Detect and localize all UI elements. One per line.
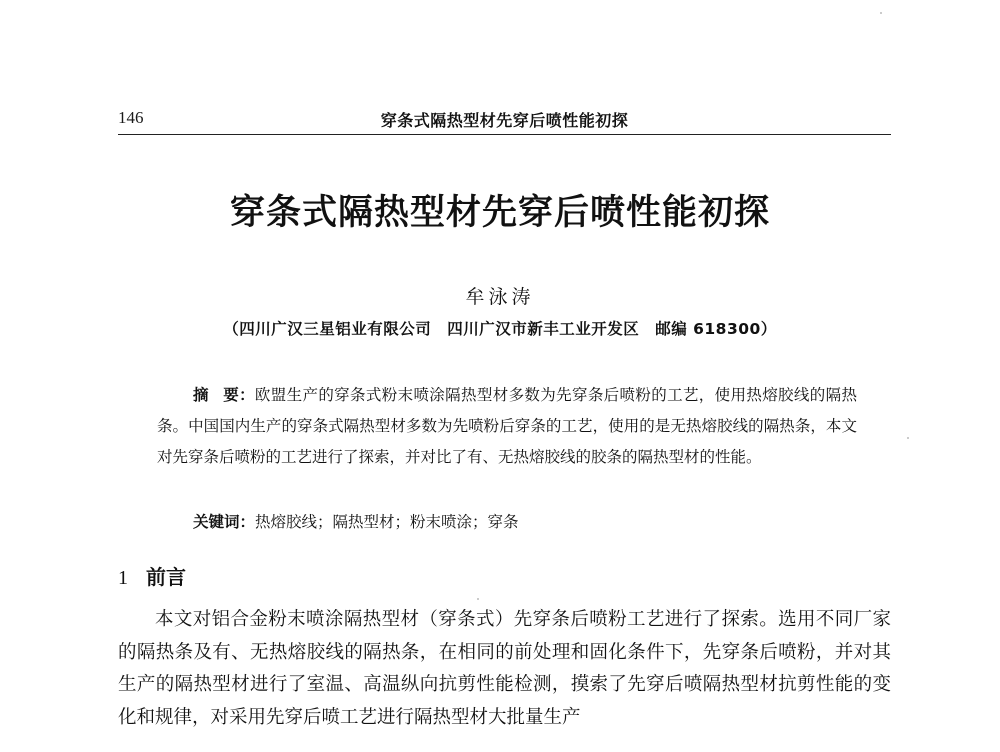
abstract-label-a: 摘 xyxy=(193,386,209,404)
section-heading xyxy=(118,561,186,590)
keywords xyxy=(193,510,519,532)
abstract xyxy=(157,380,857,473)
author-name: 牟泳涛 xyxy=(465,286,535,308)
page-number: 146 xyxy=(118,108,144,127)
body-text xyxy=(118,604,891,734)
scan-speck xyxy=(907,437,909,439)
keywords-text: 热熔胶线；隔热型材；粉末喷涂；穿条 xyxy=(255,513,519,531)
abstract-text: 欧盟生产的穿条式粉末喷涂隔热型材多数为先穿条后喷粉的工艺，使用热熔胶线的隔热条。中国国内生产的穿条式隔热型材多数为先喷粉后穿条的工艺，使用的是无热熔胶线的隔热条，本文对先穿条后喷粉的工艺进行了探索，并对比了有、无热熔胶线的胶条的隔热型材的性能。 xyxy=(157,386,857,466)
scan-speck xyxy=(477,598,479,600)
scan-speck xyxy=(880,12,882,14)
body-paragraph: 本文对铝合金粉末喷涂隔热型材（穿条式）先穿条后喷粉工艺进行了探索。选用不同厂家的隔热条及有、无热熔胶线的隔热条，在相同的前处理和固化条件下，先穿条后喷粉，并对其生产的隔热型材进行了室温、高温纵向抗剪性能检测，摸索了先穿后喷隔热型材抗剪性能的变化和规律，对采用先穿后喷工艺进行隔热型材大批量生产 xyxy=(118,609,891,728)
section-number: 1 xyxy=(118,567,128,589)
section-title: 前言 xyxy=(146,565,186,589)
running-header xyxy=(118,104,891,135)
paper-title: 穿条式隔热型材先穿后喷性能初探 xyxy=(229,192,770,233)
running-title: 穿条式隔热型材先穿后喷性能初探 xyxy=(380,111,629,130)
abstract-label-b: 要： xyxy=(222,386,255,404)
abstract-paragraph xyxy=(157,380,857,473)
author-affiliation: （四川广汉三星铝业有限公司 四川广汉市新丰工业开发区 邮编 618300） xyxy=(223,320,777,338)
keywords-label: 关键词： xyxy=(193,513,256,531)
